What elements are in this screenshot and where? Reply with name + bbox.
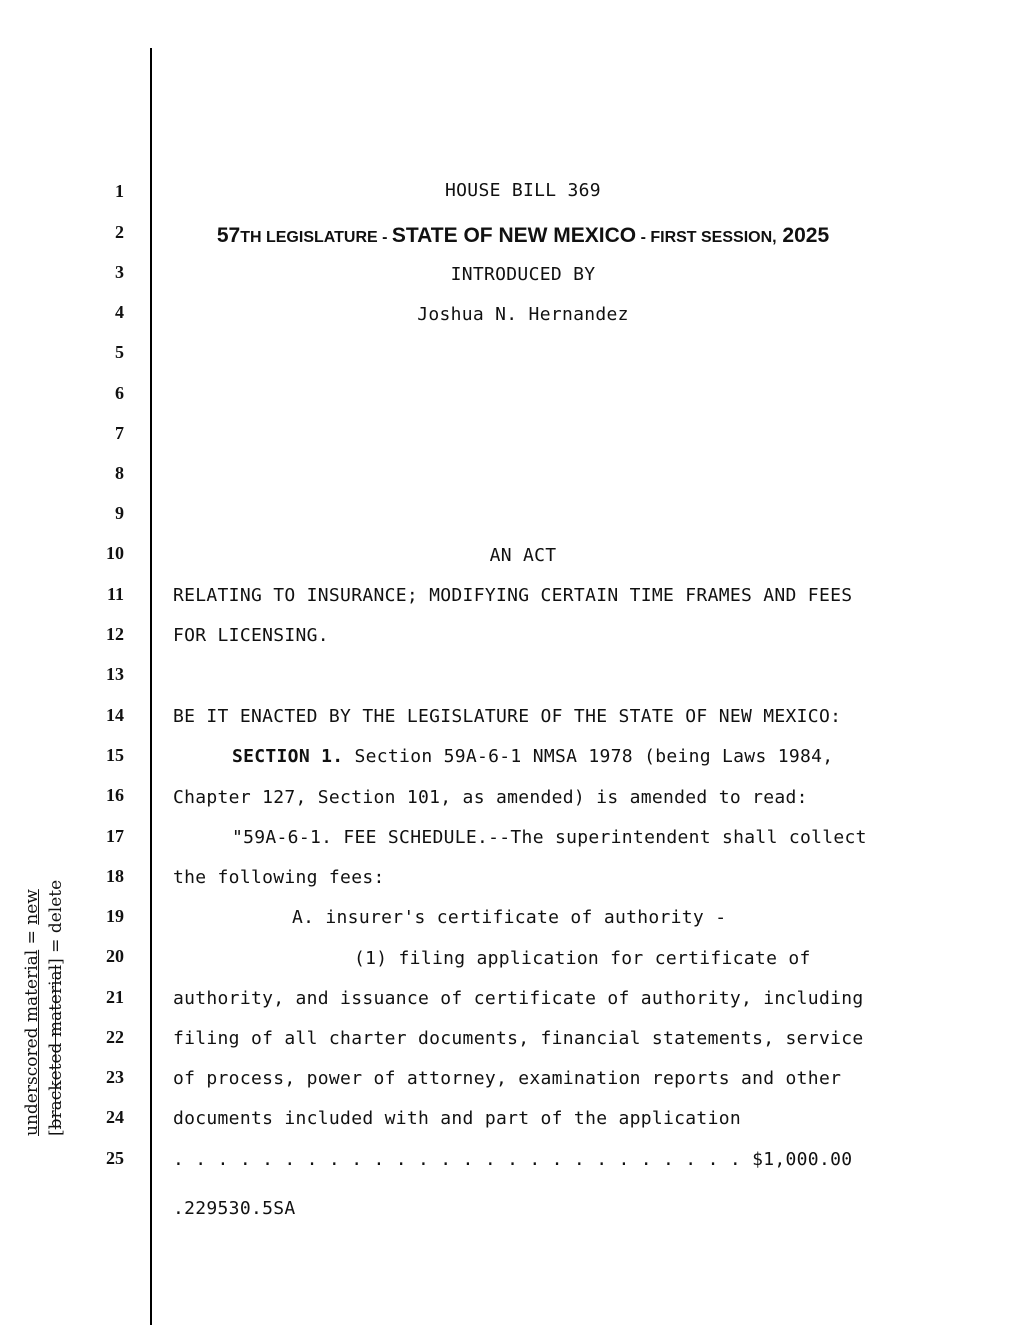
section-label: SECTION 1. <box>232 746 344 767</box>
line-number: 13 <box>106 664 124 684</box>
state-name: STATE OF NEW MEXICO <box>391 224 637 247</box>
legend-line-bracketed <box>44 806 68 1136</box>
line-number: 8 <box>115 463 124 483</box>
legend-bracket-close: ] <box>46 958 66 965</box>
line-number: 17 <box>106 826 124 846</box>
line-number: 1 <box>115 181 124 201</box>
sponsor-name: Joshua N. Hernandez <box>417 304 629 325</box>
section-heading-line <box>232 747 833 767</box>
body-line: A. insurer's certificate of authority - <box>292 907 727 928</box>
body-line: of process, power of attorney, examination reports and other <box>173 1068 842 1089</box>
legend-equals: = <box>22 924 42 950</box>
body-line: (1) filing application for certificate of <box>354 948 811 969</box>
bill-title: HOUSE BILL 369 <box>445 180 601 201</box>
section-text: Section 59A-6-1 NMSA 1978 (being Laws 1984, <box>343 746 834 767</box>
line-number: 12 <box>106 624 124 644</box>
line-number: 6 <box>115 383 124 403</box>
session-separator: - <box>636 229 651 246</box>
line-number: 3 <box>115 262 124 282</box>
line-number: 23 <box>106 1067 124 1087</box>
body-line: the following fees: <box>173 867 385 888</box>
introduced-by: INTRODUCED BY <box>450 264 596 285</box>
legislature-number: 57 <box>216 224 241 247</box>
legend-new: new <box>22 889 42 925</box>
line-number: 9 <box>115 503 124 523</box>
document-code: .229530.5SA <box>173 1198 296 1219</box>
line-number: 11 <box>106 584 124 604</box>
margin-rule <box>150 48 152 1325</box>
an-act-heading: AN ACT <box>489 545 557 566</box>
enacting-clause: BE IT ENACTED BY THE LEGISLATURE OF THE STATE OF NEW MEXICO: <box>173 706 842 727</box>
line-number: 15 <box>106 745 124 765</box>
line-number: 18 <box>106 866 124 886</box>
fee-leader-line: . . . . . . . . . . . . . . . . . . . . . . . . . . $1,000.00 <box>173 1149 853 1170</box>
line-number: 25 <box>106 1148 124 1168</box>
legend-delete: = delete <box>46 879 66 959</box>
legend-bracketed-material: bracketed material <box>46 964 66 1130</box>
line-number: 19 <box>106 906 124 926</box>
line-number: 7 <box>115 423 124 443</box>
side-legend <box>20 806 68 1136</box>
line-number: 10 <box>106 543 124 563</box>
line-number: 21 <box>106 987 124 1007</box>
legend-underscored-material: underscored material <box>22 949 42 1136</box>
session-label: FIRST SESSION, <box>650 229 777 246</box>
body-line: filing of all charter documents, financial statements, service <box>173 1028 864 1049</box>
body-line: Chapter 127, Section 101, as amended) is amended to read: <box>173 787 808 808</box>
line-number: 5 <box>115 342 124 362</box>
legend-bracket-open: [ <box>46 1129 66 1136</box>
session-year: 2025 <box>776 224 830 247</box>
body-line: "59A-6-1. FEE SCHEDULE.--The superintendent shall collect <box>232 827 867 848</box>
act-title-line: RELATING TO INSURANCE; MODIFYING CERTAIN TIME FRAMES AND FEES <box>173 585 853 606</box>
line-number: 16 <box>106 785 124 805</box>
line-number: 24 <box>106 1107 124 1127</box>
body-line: authority, and issuance of certificate of authority, including <box>173 988 864 1009</box>
line-number: 2 <box>115 222 124 242</box>
line-number: 22 <box>106 1027 124 1047</box>
legislature-heading <box>173 224 873 250</box>
body-line: documents included with and part of the application <box>173 1108 741 1129</box>
legend-line-underscored <box>20 806 44 1136</box>
line-number: 14 <box>106 705 124 725</box>
legislature-label: TH LEGISLATURE <box>240 229 378 246</box>
line-number: 20 <box>106 946 124 966</box>
act-title-line: FOR LICENSING. <box>173 625 329 646</box>
line-number: 4 <box>115 302 124 322</box>
legislature-separator: - <box>377 229 392 246</box>
